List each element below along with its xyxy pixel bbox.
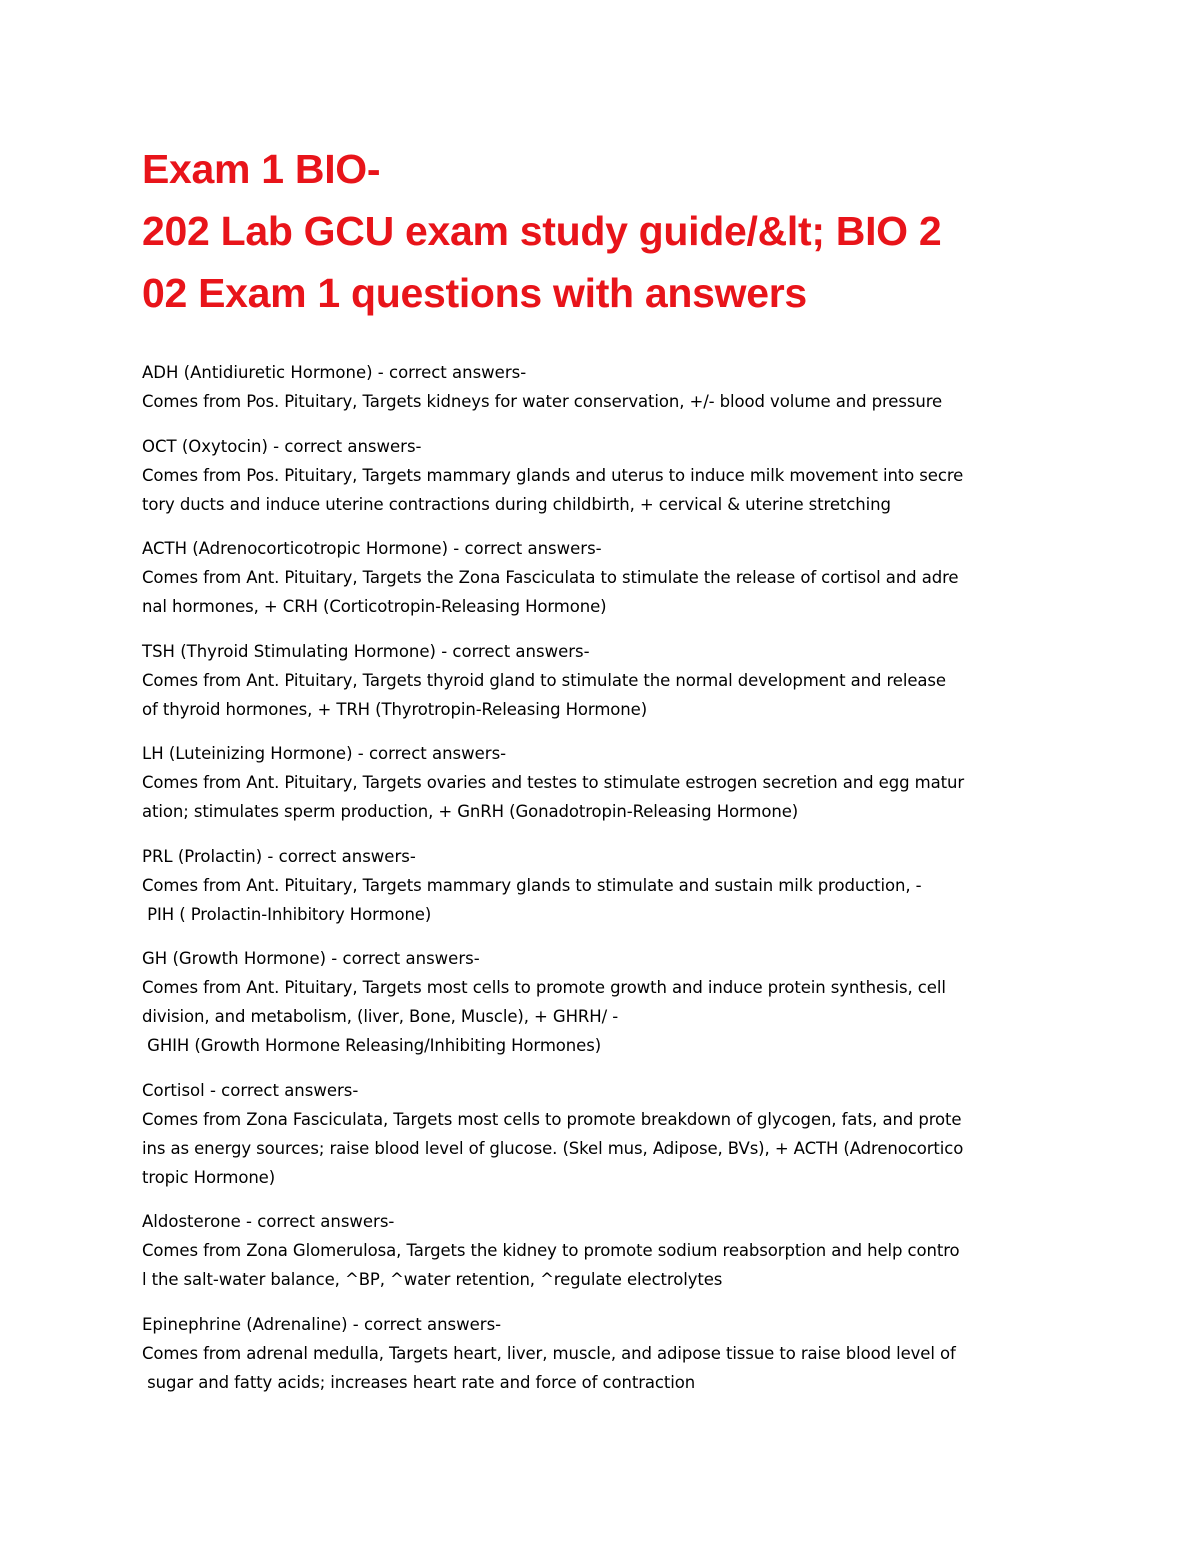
qa-entry-prl <box>142 842 1072 929</box>
entry-answer-line: Comes from Zona Glomerulosa, Targets the kidney to promote sodium reabsorption and help contro <box>142 1241 960 1260</box>
title-line: 202 Lab GCU exam study guide/&lt; BIO 2 <box>142 208 942 254</box>
entry-answer-line: Comes from adrenal medulla, Targets heart, liver, muscle, and adipose tissue to raise blood level of <box>142 1343 956 1363</box>
entry-answer-line: Comes from Ant. Pituitary, Targets ovaries and testes to stimulate estrogen secretion and egg matur <box>142 773 964 792</box>
entry-term: ACTH (Adrenocorticotropic Hormone) - correct answers- <box>142 539 602 558</box>
qa-entry-acth <box>142 534 1072 621</box>
document-title <box>142 138 1082 324</box>
entry-answer-line: ins as energy sources; raise blood level of glucose. (Skel mus, Adipose, BVs), + ACTH (Adrenocortico <box>142 1138 964 1158</box>
entry-answer-line: division, and metabolism, (liver, Bone, Muscle), + GHRH/ - <box>142 1007 619 1026</box>
title-line: Exam 1 BIO- <box>142 146 381 192</box>
entry-answer-line: GHIH (Growth Hormone Releasing/Inhibiting Hormones) <box>142 1036 602 1055</box>
qa-entry-epinephrine <box>142 1310 1072 1397</box>
entry-term: LH (Luteinizing Hormone) - correct answers- <box>142 744 507 763</box>
entry-answer-line: l the salt-water balance, ^BP, ^water retention, ^regulate electrolytes <box>142 1270 723 1289</box>
entry-term: Aldosterone - correct answers- <box>142 1212 395 1231</box>
entry-answer-line: ation; stimulates sperm production, + GnRH (Gonadotropin-Releasing Hormone) <box>142 802 799 821</box>
entry-answer-line: PIH ( Prolactin-Inhibitory Hormone) <box>142 904 432 924</box>
entry-answer-line: tory ducts and induce uterine contractions during childbirth, + cervical & uterine stretching <box>142 494 891 514</box>
qa-entry-cortisol <box>142 1076 1072 1192</box>
entry-answer-line: sugar and fatty acids; increases heart rate and force of contraction <box>142 1372 696 1392</box>
entry-answer-line: Comes from Zona Fasciculata, Targets most cells to promote breakdown of glycogen, fats, and prote <box>142 1109 962 1129</box>
entry-term: PRL (Prolactin) - correct answers- <box>142 846 416 866</box>
entry-answer-line: nal hormones, + CRH (Corticotropin-Releasing Hormone) <box>142 597 607 616</box>
entry-term: Cortisol - correct answers- <box>142 1080 359 1100</box>
entry-answer-line: Comes from Ant. Pituitary, Targets most cells to promote growth and induce protein synthesis, cell <box>142 978 946 997</box>
entry-answer-line: tropic Hormone) <box>142 1167 276 1187</box>
entry-term: GH (Growth Hormone) - correct answers- <box>142 949 480 968</box>
entry-answer-line: Comes from Ant. Pituitary, Targets the Zona Fasciculata to stimulate the release of cortisol and adre <box>142 568 959 587</box>
entry-term: Epinephrine (Adrenaline) - correct answers- <box>142 1314 502 1334</box>
entry-answer-line: Comes from Pos. Pituitary, Targets kidneys for water conservation, +/- blood volume and pressure <box>142 392 943 411</box>
qa-entry-tsh <box>142 637 1072 724</box>
entry-term: ADH (Antidiuretic Hormone) - correct answers- <box>142 363 527 382</box>
qa-entry-oct <box>142 432 1072 519</box>
entry-answer-line: Comes from Pos. Pituitary, Targets mammary glands and uterus to induce milk movement into secre <box>142 465 964 485</box>
qa-list <box>142 358 1072 1412</box>
title-line: 02 Exam 1 questions with answers <box>142 270 807 316</box>
entry-term: OCT (Oxytocin) - correct answers- <box>142 436 422 456</box>
entry-answer-line: Comes from Ant. Pituitary, Targets thyroid gland to stimulate the normal development and release <box>142 670 946 690</box>
entry-answer-line: of thyroid hormones, + TRH (Thyrotropin-Releasing Hormone) <box>142 699 648 719</box>
qa-entry-gh <box>142 944 1072 1060</box>
qa-entry-aldosterone <box>142 1207 1072 1294</box>
qa-entry-adh <box>142 358 1072 416</box>
entry-term: TSH (Thyroid Stimulating Hormone) - correct answers- <box>142 641 590 661</box>
entry-answer-line: Comes from Ant. Pituitary, Targets mammary glands to stimulate and sustain milk production, - <box>142 875 922 895</box>
qa-entry-lh <box>142 739 1072 826</box>
